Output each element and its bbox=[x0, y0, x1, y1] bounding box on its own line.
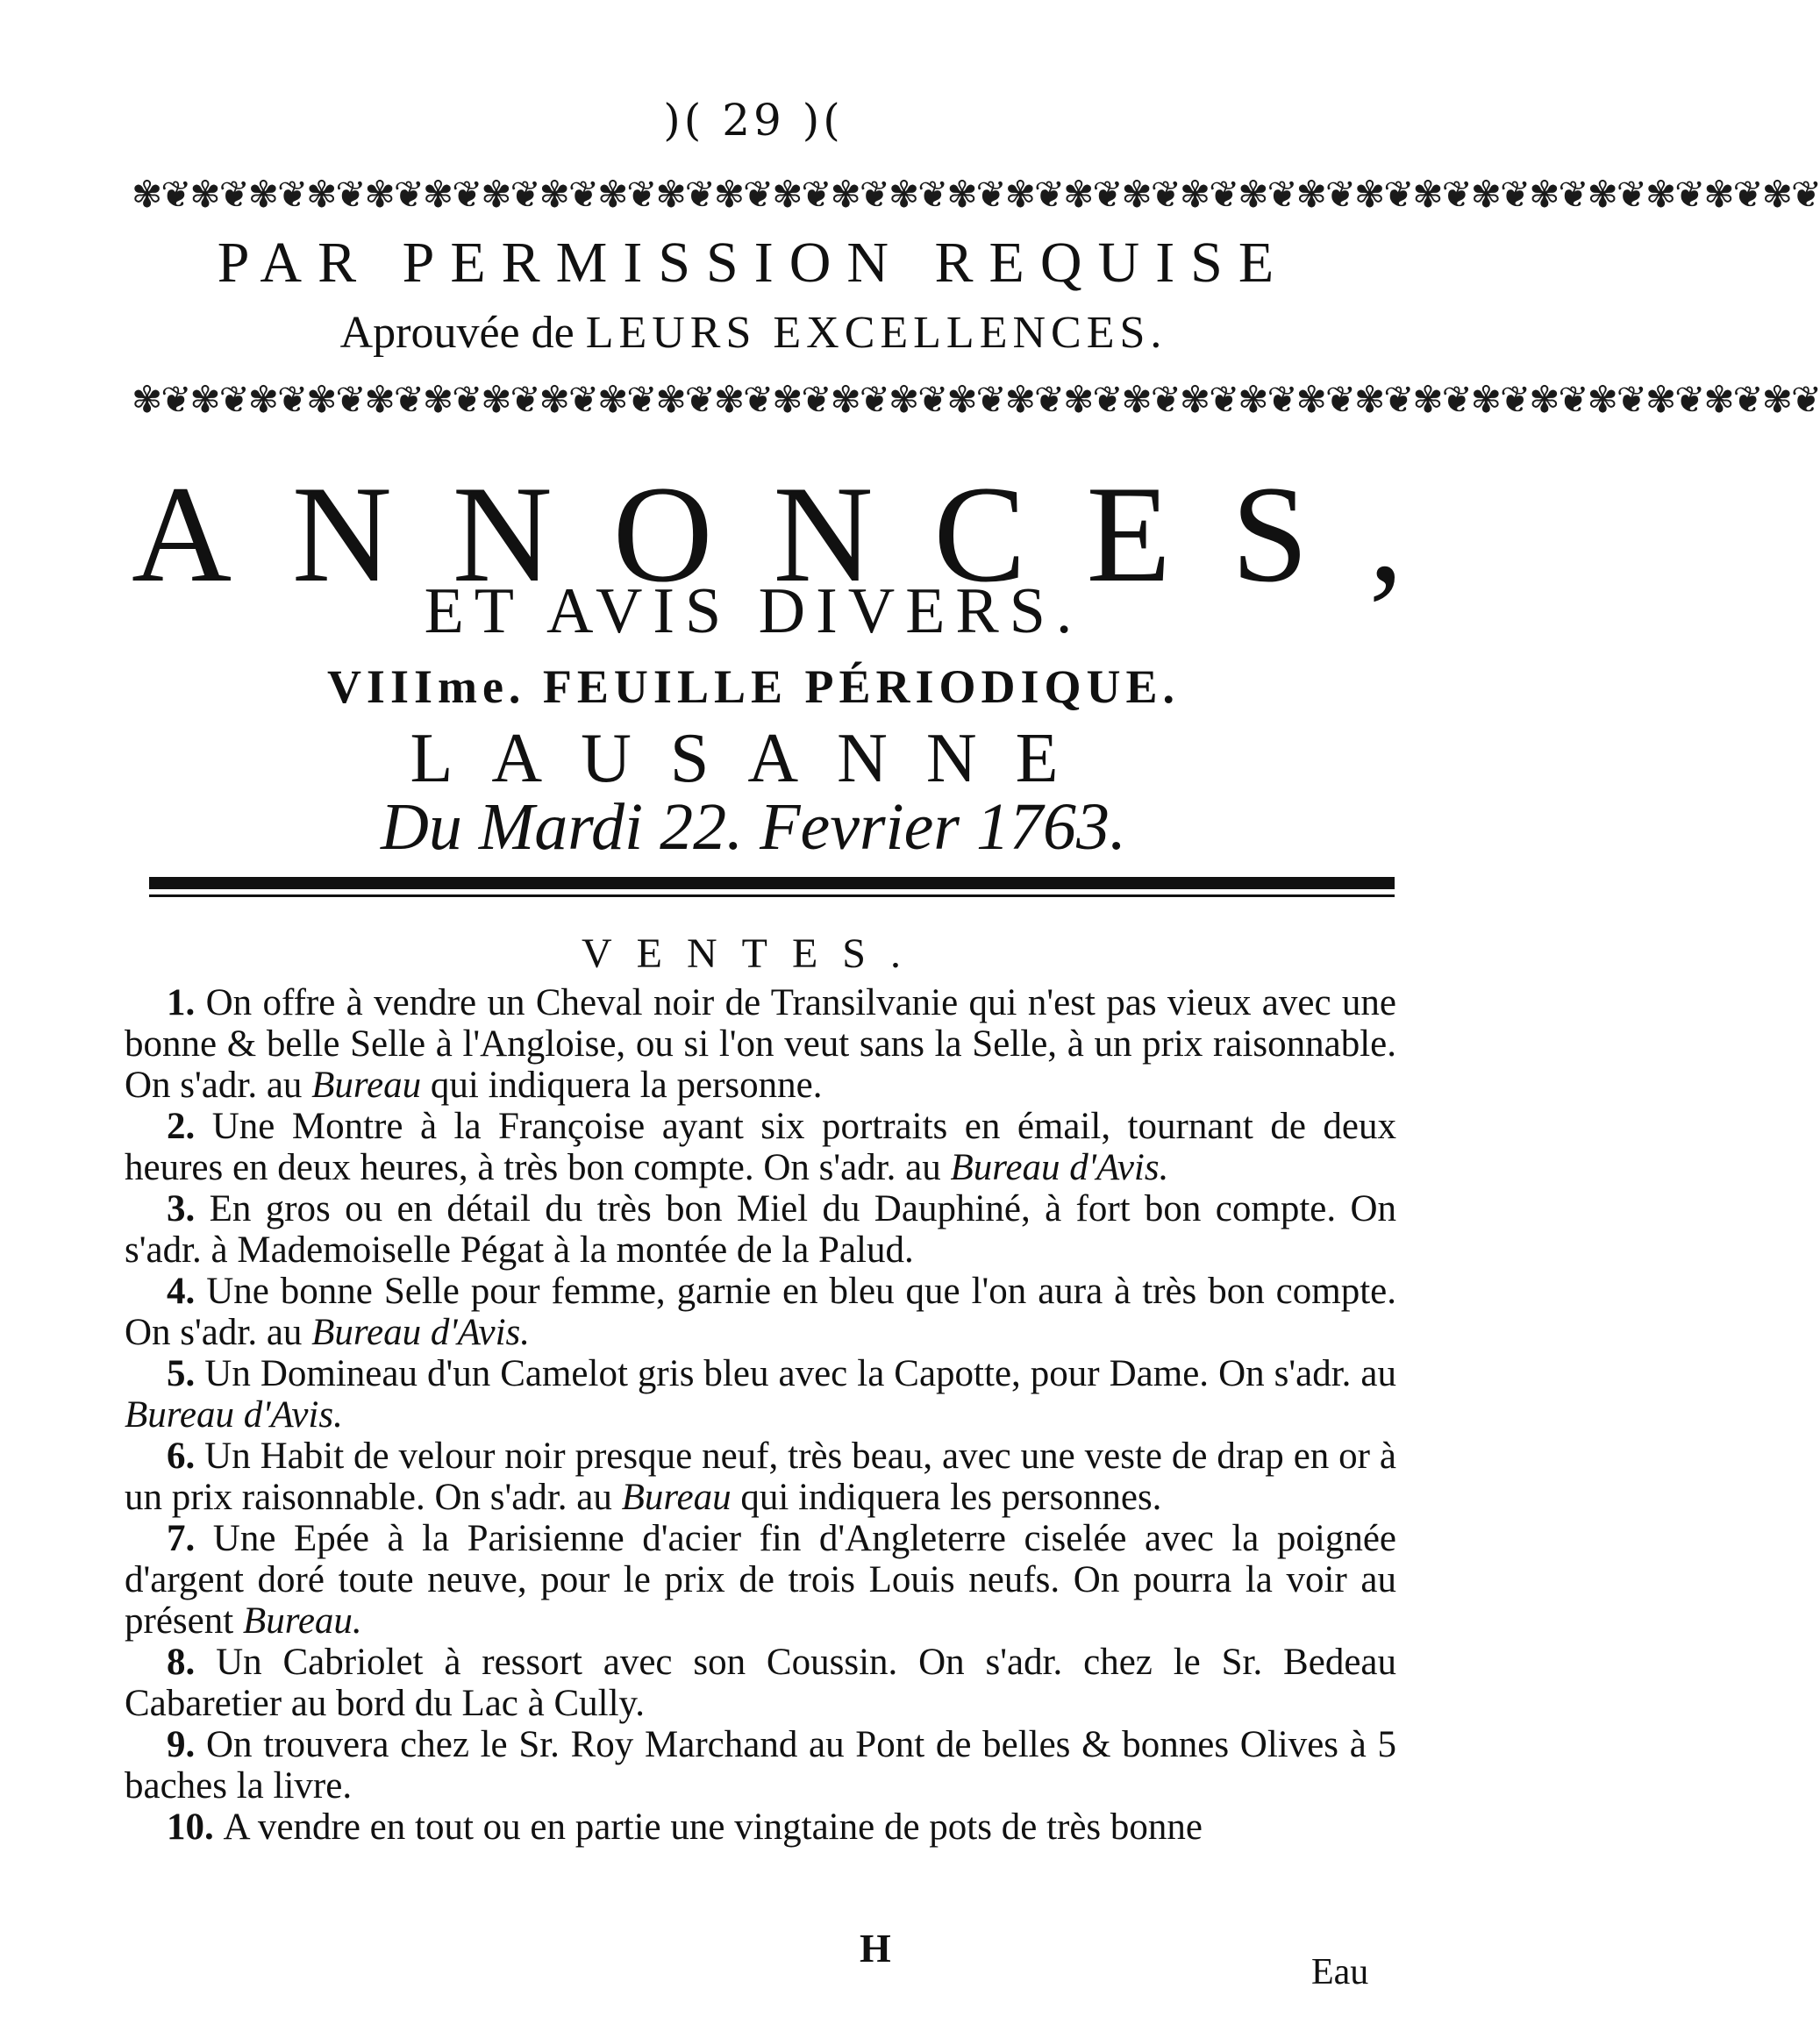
item-emphasis: Bureau bbox=[621, 1477, 732, 1518]
item-text: En gros ou en détail du très bon Miel du Dauphiné, à fort bon compte. On s'adr. à Mademoiselle Pégat à la montée de la Palud. bbox=[125, 1188, 1396, 1271]
item-text-tail: qui indiquera les personnes. bbox=[731, 1477, 1162, 1518]
advertisement-item bbox=[125, 1106, 1396, 1188]
city-name: LAUSANNE bbox=[410, 720, 1097, 797]
item-number: 4. bbox=[167, 1271, 207, 1312]
masthead-letter: N bbox=[291, 458, 392, 611]
page-number: )( 29 )( bbox=[663, 95, 844, 146]
masthead-letter: S bbox=[1231, 458, 1309, 611]
item-text-tail: qui indiquera la personne. bbox=[421, 1065, 823, 1106]
advertisement-item bbox=[125, 1642, 1396, 1724]
masthead-letter: O bbox=[612, 458, 713, 611]
item-number: 9. bbox=[167, 1724, 206, 1765]
item-number: 6. bbox=[167, 1436, 205, 1477]
masthead-letter: , bbox=[1368, 458, 1403, 611]
advertisement-item bbox=[125, 1353, 1396, 1436]
approval-authority: LEURS EXCELLENCES. bbox=[585, 308, 1167, 358]
item-number: 10. bbox=[167, 1806, 224, 1848]
item-text: Un Domineau d'un Camelot gris bleu avec la Capotte, pour Dame. On s'adr. au bbox=[204, 1353, 1396, 1394]
item-text: On offre à vendre un Cheval noir de Transilvanie qui n'est pas vieux avec une bonne & belle Selle à l'Angloise, ou si l'on veut sans la Selle, à un prix raisonnable. On s'adr. au bbox=[125, 982, 1397, 1106]
masthead-subtitle: ET AVIS DIVERS. bbox=[424, 575, 1083, 647]
ornament-border-bottom: ✾❦✾❦✾❦✾❦✾❦✾❦✾❦✾❦✾❦✾❦✾❦✾❦✾❦✾❦✾❦✾❦✾❦✾❦✾❦✾❦✾❦✾❦✾❦✾❦✾❦✾❦✾❦✾❦✾❦ bbox=[132, 378, 1820, 421]
permission-line: PAR PERMISSION REQUISE bbox=[217, 231, 1290, 295]
section-heading: VENTES. bbox=[582, 930, 925, 977]
advertisement-item bbox=[125, 982, 1396, 1106]
item-text: Une Montre à la Françoise ayant six portraits en émail, tournant de deux heures en deux heures, à très bon compte. On s'adr. au bbox=[125, 1106, 1397, 1188]
header-rule-thick bbox=[149, 877, 1395, 889]
advertisement-item bbox=[125, 1188, 1396, 1271]
masthead-letter: C bbox=[933, 458, 1026, 611]
item-text: Un Cabriolet à ressort avec son Coussin. On s'adr. chez le Sr. Bedeau Cabaretier au bord du Lac à Cully. bbox=[125, 1642, 1396, 1724]
masthead-letter: A bbox=[132, 458, 232, 611]
item-number: 1. bbox=[167, 982, 206, 1023]
item-emphasis: Bureau d'Avis. bbox=[311, 1312, 531, 1353]
header-rule-thin bbox=[149, 894, 1395, 897]
signature-mark: H bbox=[860, 1926, 891, 1970]
item-emphasis: Bureau d'Avis. bbox=[125, 1394, 343, 1436]
advertisement-item bbox=[125, 1806, 1396, 1848]
item-text: Un Habit de velour noir presque neuf, très beau, avec une veste de drap en or à un prix raisonnable. On s'adr. au bbox=[125, 1436, 1396, 1518]
masthead-letter: N bbox=[452, 458, 553, 611]
item-number: 3. bbox=[167, 1188, 210, 1229]
item-number: 5. bbox=[167, 1353, 205, 1394]
approval-line bbox=[0, 307, 1507, 359]
ornament-border-top: ✾❦✾❦✾❦✾❦✾❦✾❦✾❦✾❦✾❦✾❦✾❦✾❦✾❦✾❦✾❦✾❦✾❦✾❦✾❦✾❦✾❦✾❦✾❦✾❦✾❦✾❦✾❦✾❦✾❦ bbox=[132, 173, 1820, 216]
item-emphasis: Bureau. bbox=[242, 1600, 362, 1642]
advertisement-item bbox=[125, 1436, 1396, 1518]
item-emphasis: Bureau bbox=[311, 1065, 422, 1106]
item-number: 2. bbox=[167, 1106, 212, 1147]
masthead-letter: E bbox=[1086, 458, 1172, 611]
masthead-letter: N bbox=[773, 458, 874, 611]
item-text: Une bonne Selle pour femme, garnie en bleu que l'on aura à très bon compte. On s'adr. au bbox=[125, 1271, 1396, 1353]
item-text: Une Epée à la Parisienne d'acier fin d'Angleterre ciselée avec la poignée d'argent doré toute neuve, pour le prix de trois Louis neufs. On pourra la voir au présent bbox=[125, 1518, 1397, 1642]
advertisement-list bbox=[125, 982, 1396, 1848]
catchword: Eau bbox=[1311, 1952, 1369, 1992]
item-text: On trouvera chez le Sr. Roy Marchand au Pont de belles & bonnes Olives à 5 baches la livre. bbox=[125, 1724, 1397, 1806]
item-number: 7. bbox=[167, 1518, 213, 1559]
issue-date: Du Mardi 22. Fevrier 1763. bbox=[381, 790, 1126, 864]
item-emphasis: Bureau d'Avis. bbox=[950, 1147, 1169, 1188]
item-text: A vendre en tout ou en partie une vingtaine de pots de très bonne bbox=[223, 1806, 1203, 1848]
approval-prefix: Aprouvée de bbox=[339, 308, 586, 358]
advertisement-item bbox=[125, 1724, 1396, 1806]
advertisement-item bbox=[125, 1518, 1396, 1642]
sheet-number: VIIIme. FEUILLE PÉRIODIQUE. bbox=[326, 660, 1181, 713]
advertisement-item bbox=[125, 1271, 1396, 1353]
item-number: 8. bbox=[167, 1642, 217, 1683]
